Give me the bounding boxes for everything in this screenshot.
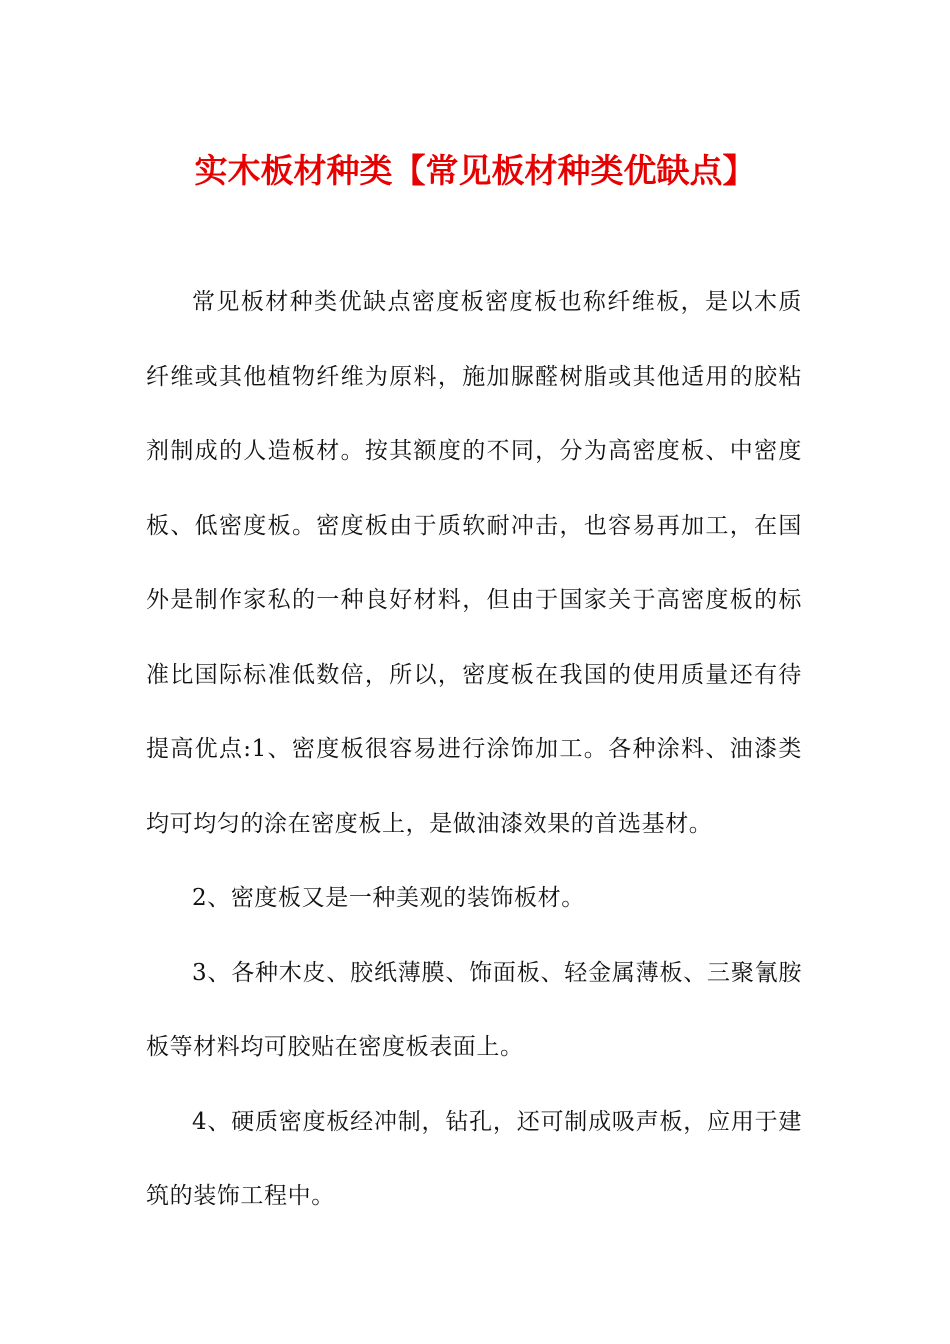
paragraph-3: 3、各种木皮、胶纸薄膜、饰面板、轻金属薄板、三聚氰胺板等材料均可胶贴在密度板表面上。 — [146, 959, 802, 1060]
document-body — [146, 265, 802, 1234]
paragraph-1: 常见板材种类优缺点密度板密度板也称纤维板，是以木质纤维或其他植物纤维为原料，施加脲醛树脂或其他适用的胶粘剂制成的人造板材。按其额度的不同，分为高密度板、中密度板、低密度板。密度板由于质软耐冲击，也容易再加工，在国外是制作家私的一种良好材料，但由于国家关于高密度板的标准比国际标准低数倍，所以，密度板在我国的使用质量还有待提高优点:1、密度板很容易进行涂饰加工。各种涂料、油漆类均可均匀的涂在密度板上，是做油漆效果的首选基材。 — [146, 289, 802, 837]
paragraph-2: 2、密度板又是一种美观的装饰板材。 — [192, 885, 585, 911]
paragraph-4: 4、硬质密度板经冲制，钻孔，还可制成吸声板，应用于建筑的装饰工程中。 — [146, 1108, 802, 1209]
document-title: 实木板材种类【常见板材种类优缺点】 — [194, 151, 756, 190]
